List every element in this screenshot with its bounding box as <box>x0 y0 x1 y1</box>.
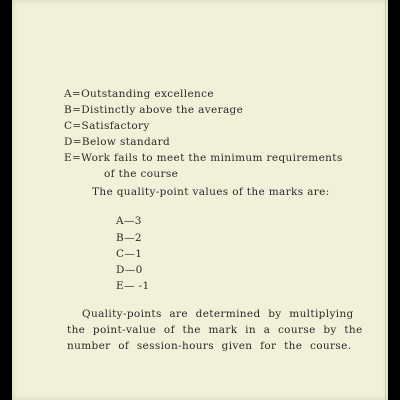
point-value-e: E— -1 <box>116 280 150 292</box>
page-edge <box>385 0 386 400</box>
point-value-a: A—3 <box>116 215 142 227</box>
definition-c: C=Satisfactory <box>64 120 150 132</box>
explanation-line-1: Quality-points are determined by multiplying <box>82 308 354 320</box>
definition-e-continuation: of the course <box>104 168 179 180</box>
point-value-c: C—1 <box>116 248 143 260</box>
document-page <box>12 0 388 400</box>
point-value-d: D—0 <box>116 264 143 276</box>
explanation-line-2: the point-value of the mark in a course by the <box>67 324 363 336</box>
quality-intro: The quality-point values of the marks are: <box>92 186 330 198</box>
explanation-line-3: number of session-hours given for the course. <box>67 340 352 352</box>
definition-e: E=Work fails to meet the minimum requirements <box>64 152 343 164</box>
definition-a: A=Outstanding excellence <box>64 88 214 100</box>
definition-d: D=Below standard <box>64 136 171 148</box>
definition-b: B=Distinctly above the average <box>64 104 244 116</box>
point-value-b: B—2 <box>116 232 142 244</box>
